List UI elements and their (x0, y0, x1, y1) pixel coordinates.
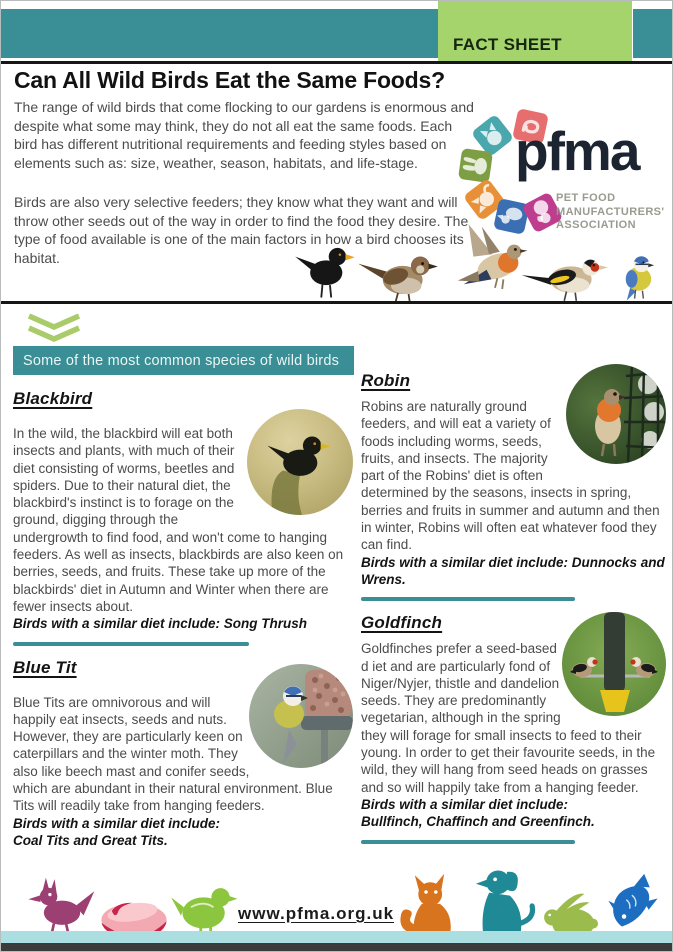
fact-sheet-label: FACT SHEET (453, 35, 562, 54)
robin-similar-diet: Birds with a similar diet include: Dunnocks and Wrens. (361, 554, 665, 587)
pfma-logo (463, 106, 668, 241)
blackbird-similar-diet: Birds with a similar diet include: Song Thrush (13, 616, 308, 632)
blue-tit-similar-diet-2: Coal Tits and Great Tits. (13, 832, 168, 848)
blue-tit-feeder-icon (249, 664, 353, 768)
robin-body-text: Robins are naturally ground feeders, and will eat a variety of foods including worms, seeds, fruits, and insects. The majority part of the Robins' diet is often determined by the seasons, insects in spring, berries and fruits in summer and autumn and then in winter, Robins will often eat whatever food they can find. (361, 399, 660, 553)
header-teal-bar (1, 9, 438, 58)
house-sparrow-photo (357, 247, 439, 303)
goldfinches-on-feeder-icon (562, 612, 666, 716)
intro-paragraph-1: The range of wild birds that come flocking to our gardens is enormous and despite what some may think, they do not all eat the same foods. Each bird has different nutritional requirements and feeding styles based on elements such as: size, weather, season, habitats, and life-stage. (14, 99, 474, 171)
blue-tit-similar-diet-1: Birds with a similar diet include: (13, 815, 221, 831)
blue-tit-paragraph (13, 694, 353, 815)
pfma-website-link[interactable]: www.pfma.org.uk (238, 904, 395, 923)
robin-paragraph (361, 398, 666, 554)
robin-flying-photo (447, 223, 531, 301)
right-column (361, 371, 666, 856)
species-banner (13, 346, 354, 375)
pfma-subtitle (556, 192, 664, 233)
header-divider-line (1, 61, 673, 64)
goldfinch-similar-diet-2: Bullfinch, Chaffinch and Greenfinch. (361, 814, 595, 830)
blue-tit-photo (616, 253, 660, 303)
section-heading-blackbird: Blackbird (13, 389, 93, 408)
robin-on-feeder-icon (566, 364, 666, 464)
section-heading-blue-tit: Blue Tit (13, 657, 77, 677)
green-bird-icon (169, 879, 241, 939)
pfma-wordmark: pfma (515, 120, 639, 182)
fact-sheet-badge (438, 1, 632, 63)
robin-circle-photo (566, 364, 666, 464)
header-teal-bar-right (633, 9, 672, 58)
goldfinch-circle-photo (562, 612, 666, 716)
blue-tit-body-text: Blue Tits are omnivorous and will happily eat insects, seeds and nuts. However, they are particularly keen on caterpillars and the winter moth. They also like beech mast and conifer seeds, which are abundant in their natural environment. Blue Tits will readily take from hanging feeders. (13, 694, 333, 814)
species-banner-label: Some of the most common species of wild birds (23, 352, 340, 369)
section-divider (361, 597, 575, 601)
blackbird-circle-photo (247, 409, 353, 515)
purple-bird-icon (23, 875, 97, 939)
blackbird-paragraph (13, 425, 353, 615)
footer-dark-strip (1, 943, 673, 952)
dog-icon (467, 865, 541, 941)
section-heading-goldfinch: Goldfinch (361, 613, 443, 633)
left-column (13, 389, 353, 849)
blackbird-photo (294, 235, 356, 303)
double-chevron-down-icon (25, 312, 83, 346)
section-divider (13, 642, 249, 646)
goldfinch-similar-diet-1: Birds with a similar diet include: (361, 796, 569, 812)
intro-paragraph-2: Birds are also very selective feeders; they know what they want and will throw other seeds out of the way in order to find the food they desire. The type of food available is one of the main factors in how a bird chooses its habitat. (14, 194, 469, 266)
pfma-subtitle-line2: MANUFACTURERS' (556, 205, 665, 218)
blackbird-on-stump-icon (247, 409, 353, 515)
blue-tit-circle-photo (249, 664, 353, 768)
page-title: Can All Wild Birds Eat the Same Foods? (14, 67, 445, 93)
goldfinch-paragraph (361, 640, 666, 796)
pfma-subtitle-line3: ASSOCIATION (556, 219, 636, 231)
section-heading-robin: Robin (361, 371, 411, 390)
blackbird-body-text: In the wild, the blackbird will eat both insects and plants, with much of their diet consisting of worms, beetles and spiders. Due to their natural diet, the blackbird's instinct is to forage on the ground, digging through the undergrowth to find food, and won't come to hanging feeders. As well as insects, blackbirds are also keen on berries, seeds, and fruits. These take up more of the blackbirds' diet in Autumn and Winter when there are fewer insects about. (13, 426, 344, 614)
footer-cyan-strip (1, 931, 673, 943)
goldfinch-photo (520, 251, 614, 303)
pfma-subtitle-line1: PET FOOD (556, 192, 616, 204)
wire-line (1, 301, 673, 304)
section-divider (361, 840, 575, 844)
goldfinch-body-text: Goldfinches prefer a seed-based d iet and are particularly fond of Niger/Nyjer, thistle and dandelion seeds. They are predominantly vegetarian, although in the spring they will forage for small insects to feed to their young. In order to get their favourite seeds, in the wild, they will hang from seed heads on grasses and so will happily take from a hanging feeder. (361, 641, 656, 795)
